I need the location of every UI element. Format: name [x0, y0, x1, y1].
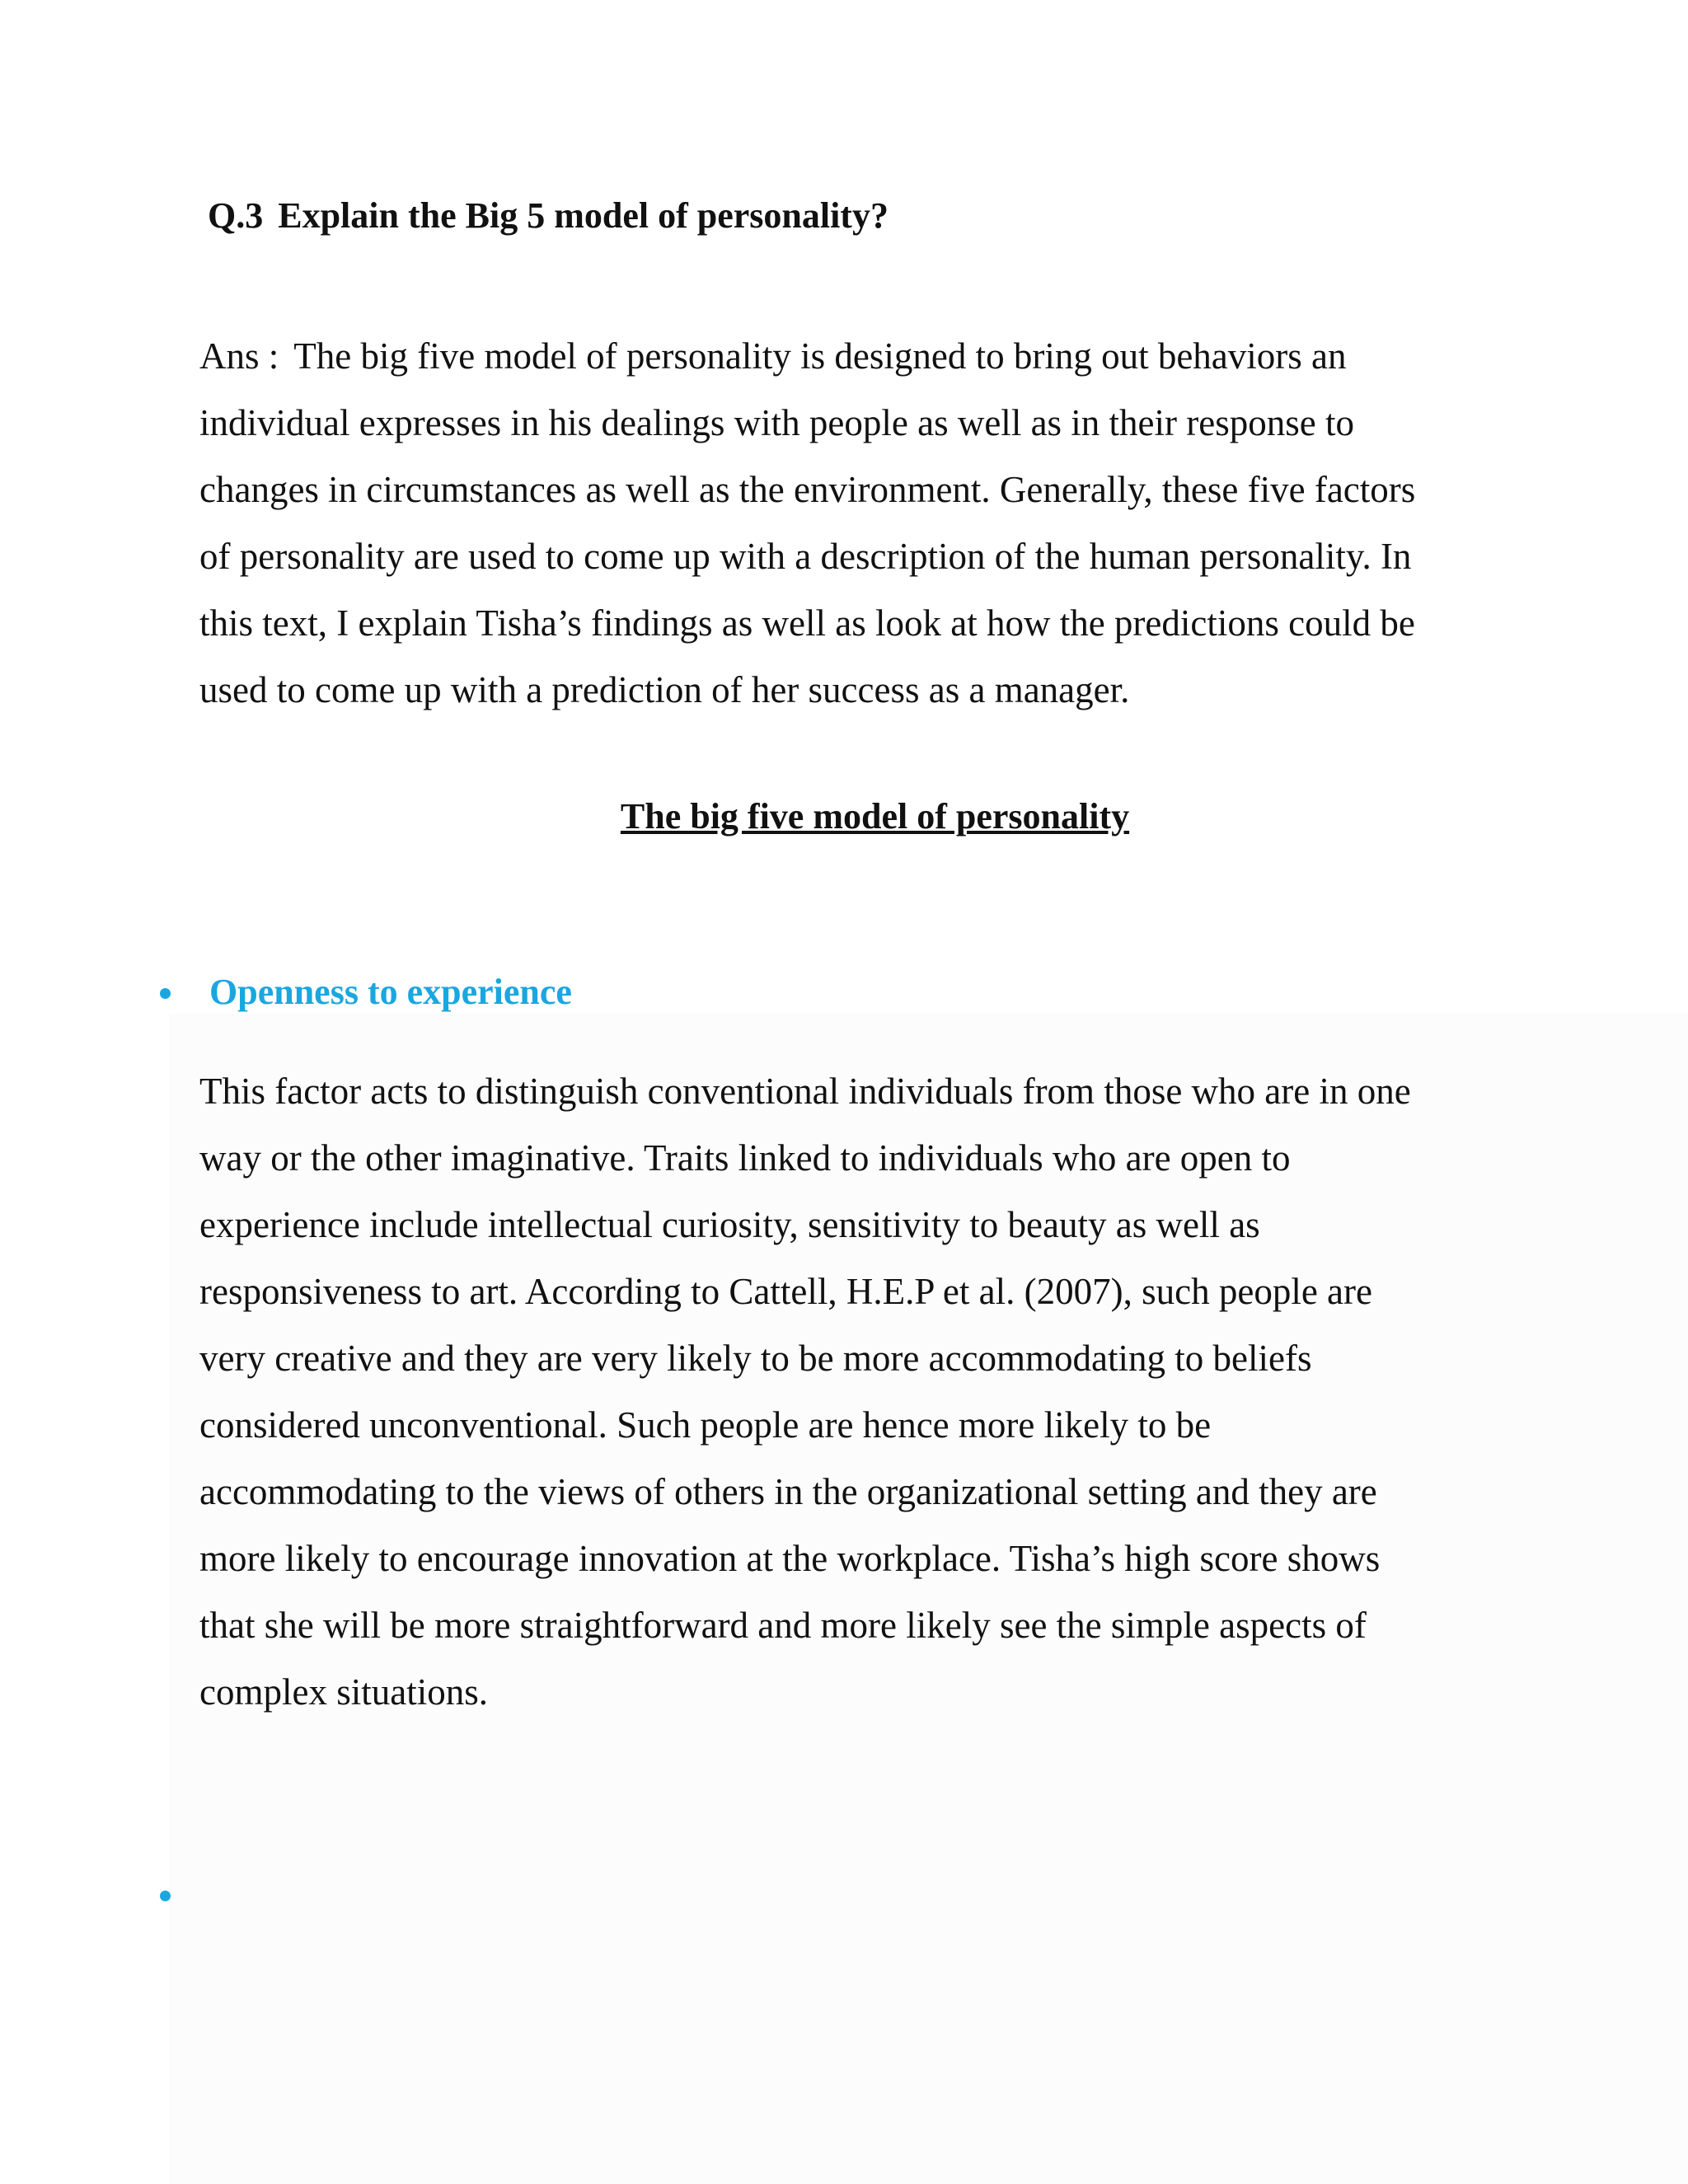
answer-line-text: The big five model of personality is designed to bring out behaviors an — [293, 335, 1347, 377]
answer-line — [199, 323, 1485, 390]
factor-paragraph — [199, 1058, 1485, 1726]
factor-line: more likely to encourage innovation at the workplace. Tisha’s high score shows — [199, 1538, 1381, 1579]
factor-line: considered unconventional. Such people are hence more likely to be — [199, 1404, 1212, 1446]
answer-paragraph — [199, 323, 1485, 724]
answer-line: changes in circumstances as well as the environment. Generally, these five factors — [199, 469, 1416, 510]
answer-line: this text, I explain Tisha’s findings as well as look at how the predictions could be — [199, 602, 1415, 644]
factor-line: experience include intellectual curiosity, sensitivity to beauty as well as — [199, 1204, 1260, 1245]
answer-line: used to come up with a prediction of her success as a manager. — [199, 669, 1130, 710]
bullet-icon — [160, 1891, 171, 1901]
question-number: Q.3 — [208, 195, 264, 236]
question-text: Explain the Big 5 model of personality? — [278, 195, 889, 236]
answer-label: Ans : — [199, 335, 279, 377]
factor-line: This factor acts to distinguish conventional individuals from those who are in one — [199, 1071, 1411, 1112]
factor-line: accommodating to the views of others in the organizational setting and they are — [199, 1471, 1377, 1512]
factor-line: very creative and they are very likely to be more accommodating to beliefs — [199, 1338, 1312, 1379]
answer-line: of personality are used to come up with a description of the human personality. In — [199, 536, 1412, 577]
section-heading: The big five model of personality — [620, 796, 1130, 837]
factor-line: that she will be more straightforward and more likely see the simple aspects of — [199, 1605, 1367, 1646]
factor-line: way or the other imaginative. Traits linked to individuals who are open to — [199, 1137, 1291, 1179]
bullet-icon — [160, 988, 171, 999]
factor-line: responsiveness to art. According to Cattell, H.E.P et al. (2007), such people are — [199, 1271, 1372, 1312]
factor-line: complex situations. — [199, 1671, 488, 1713]
answer-line: individual expresses in his dealings with people as well as in their response to — [199, 402, 1354, 443]
question-heading — [208, 194, 889, 238]
factor-title: Openness to experience — [209, 972, 572, 1012]
